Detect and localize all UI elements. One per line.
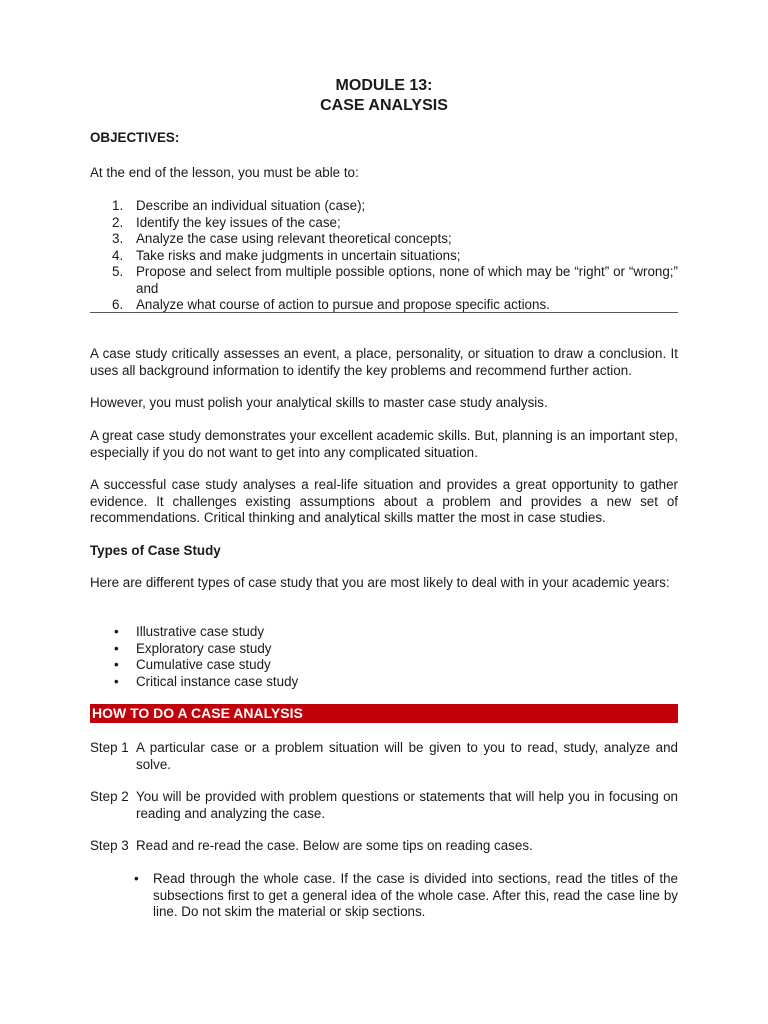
step-text: Read and re-read the case. Below are some tips on reading cases. xyxy=(136,838,533,853)
objective-item: 2. Identify the key issues of the case; xyxy=(112,214,341,230)
step-text: You will be provided with problem questions or statements that will help you in focusing on reading and analyzing the case. xyxy=(136,789,678,821)
module-title: CASE ANALYSIS xyxy=(320,97,448,114)
step-label: Step 1 xyxy=(90,740,129,755)
bullet-icon: • xyxy=(114,640,119,656)
tip-item xyxy=(134,871,678,921)
bullet-icon: • xyxy=(114,624,119,639)
types-list xyxy=(90,624,678,690)
list-item: • Cumulative case study xyxy=(114,657,271,672)
list-item: • Illustrative case study xyxy=(114,624,265,639)
paragraph-analytical-skills: However, you must polish your analytical skills to master case study analysis. xyxy=(90,395,548,410)
objective-item: 6. Analyze what course of action to pursue and propose specific actions. xyxy=(112,297,550,312)
section-divider xyxy=(90,312,678,313)
paragraph-case-study-definition: A case study critically assesses an event, a place, personality, or situation to draw a conclusion. It uses all background information to identify the key problems and recommend further action. xyxy=(90,346,678,378)
step-item xyxy=(90,838,678,855)
section-banner-how-to: HOW TO DO A CASE ANALYSIS xyxy=(90,704,678,723)
list-item: • Critical instance case study xyxy=(114,673,299,689)
objectives-intro: At the end of the lesson, you must be able to: xyxy=(90,165,359,180)
objective-item: 4. Take risks and make judgments in uncertain situations; xyxy=(112,247,461,263)
objectives-heading: OBJECTIVES: xyxy=(90,130,180,145)
bullet-icon: • xyxy=(134,871,139,886)
step-item xyxy=(90,740,678,773)
module-number: MODULE 13: xyxy=(335,77,433,94)
paragraph-great-case-study: A great case study demonstrates your excellent academic skills. But, planning is an important step, especially if you do not want to get into any complicated situation. xyxy=(90,428,678,460)
tip-text: Read through the whole case. If the case is divided into sections, read the titles of the subsections first to get a general idea of the whole case. After this, read the case line by line. Do not skim the material or skip sections. xyxy=(153,871,678,919)
step-label: Step 3 xyxy=(90,838,129,853)
types-heading: Types of Case Study xyxy=(90,543,221,558)
step-item xyxy=(90,789,678,822)
list-item: • Exploratory case study xyxy=(114,640,272,656)
paragraph-successful-case-study: A successful case study analyses a real-life situation and provides a great opportunity to gather evidence. It challenges existing assumptions about a problem and provides a new set of recommendations. Critical thinking and analytical skills matter the most in case studies. xyxy=(90,477,678,525)
step-text: A particular case or a problem situation will be given to you to read, study, analyze and solve. xyxy=(136,740,678,772)
bullet-icon: • xyxy=(114,657,119,672)
page-title xyxy=(0,76,768,116)
objectives-list xyxy=(90,198,678,314)
objective-item: 3. Analyze the case using relevant theoretical concepts; xyxy=(112,231,452,246)
objective-item: 1. Describe an individual situation (case); xyxy=(112,198,366,213)
objective-item: 5. Propose and select from multiple possible options, none of which may be “right” or “wrong;” and xyxy=(112,264,678,296)
types-intro: Here are different types of case study that you are most likely to deal with in your academic years: xyxy=(90,575,670,590)
bullet-icon: • xyxy=(114,673,119,689)
step-label: Step 2 xyxy=(90,789,129,804)
